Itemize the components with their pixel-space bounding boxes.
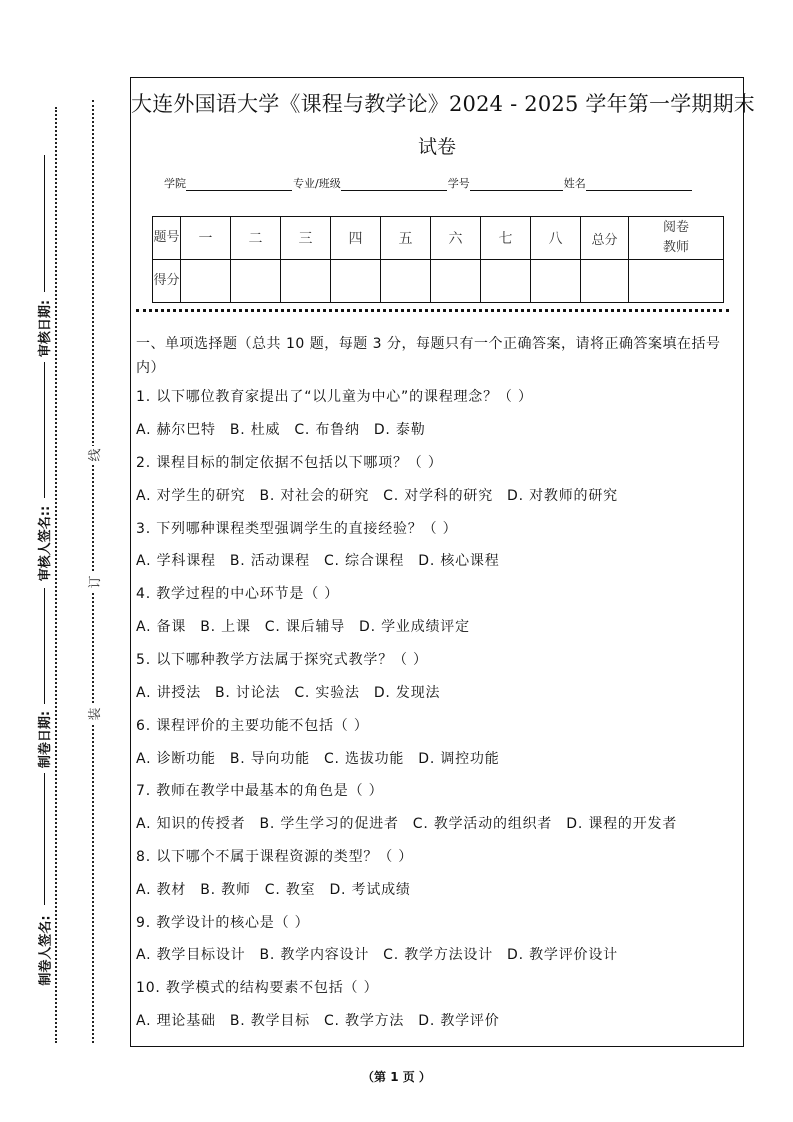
option-c[interactable]: C. 教学方法设计 xyxy=(383,947,494,963)
student-info-row xyxy=(164,175,693,191)
question-7-options xyxy=(136,813,691,833)
major-class-label: 专业/班级 xyxy=(293,177,341,190)
option-a[interactable]: A. 学科课程 xyxy=(136,553,216,569)
column-header-4: 四 xyxy=(331,217,381,260)
exam-title-line2: 试卷 xyxy=(417,136,456,158)
option-d[interactable]: D. 发现法 xyxy=(373,685,441,701)
column-header-1: 一 xyxy=(181,217,231,260)
column-header-3: 三 xyxy=(281,217,331,260)
grader-signature-cell[interactable] xyxy=(629,260,724,303)
option-d[interactable]: D. 教学评价设计 xyxy=(507,947,618,963)
option-d[interactable]: D. 学业成绩评定 xyxy=(359,619,470,635)
option-b[interactable]: B. 对社会的研究 xyxy=(259,488,370,504)
column-header-8: 八 xyxy=(531,217,581,260)
score-cell-8[interactable] xyxy=(531,260,581,303)
score-table-header-row xyxy=(153,217,724,260)
option-a[interactable]: A. 教学目标设计 xyxy=(136,947,246,963)
reviewer-signature-line[interactable] xyxy=(44,588,45,704)
option-c[interactable]: C. 教室 xyxy=(264,882,316,898)
outer-dotted-cut-line xyxy=(92,100,94,1043)
page-number: （第 1 页 ） xyxy=(362,1070,431,1084)
column-header-2: 二 xyxy=(231,217,281,260)
column-header-7: 七 xyxy=(481,217,531,260)
question-1: 1. 以下哪位教育家提出了“以儿童为中心”的课程理念？（ ） xyxy=(136,389,533,405)
name-field[interactable] xyxy=(586,178,692,191)
name-label: 姓名 xyxy=(563,177,586,190)
question-6: 6. 课程评价的主要功能不包括（ ） xyxy=(136,718,369,734)
option-a[interactable]: A. 对学生的研究 xyxy=(136,488,246,504)
option-a[interactable]: A. 赫尔巴特 xyxy=(136,422,216,438)
option-c[interactable]: C. 教学活动的组织者 xyxy=(412,816,553,832)
option-d[interactable]: D. 对教师的研究 xyxy=(507,488,618,504)
question-6-options xyxy=(136,748,514,768)
score-cell-7[interactable] xyxy=(481,260,531,303)
option-a[interactable]: A. 理论基础 xyxy=(136,1013,216,1029)
question-8: 8. 以下哪个不属于课程资源的类型？（ ） xyxy=(136,849,414,865)
question-5-options xyxy=(136,682,454,702)
option-c[interactable]: C. 实验法 xyxy=(294,685,360,701)
option-c[interactable]: C. 对学科的研究 xyxy=(383,488,494,504)
score-cell-6[interactable] xyxy=(431,260,481,303)
major-class-field[interactable] xyxy=(341,178,447,191)
question-number-header: 题号 xyxy=(153,217,181,260)
option-c[interactable]: C. 综合课程 xyxy=(323,553,405,569)
option-a[interactable]: A. 备课 xyxy=(136,619,187,635)
score-table xyxy=(152,216,724,303)
score-cell-5[interactable] xyxy=(381,260,431,303)
score-table-score-row xyxy=(153,260,724,303)
option-c[interactable]: C. 选拔功能 xyxy=(323,751,405,767)
question-2-options xyxy=(136,485,632,505)
score-cell-1[interactable] xyxy=(181,260,231,303)
score-cell-2[interactable] xyxy=(231,260,281,303)
review-date-line[interactable] xyxy=(44,155,45,292)
preparation-date-label: 制卷日期: xyxy=(38,710,54,768)
option-c[interactable]: C. 教学方法 xyxy=(323,1013,405,1029)
question-7: 7. 教师在教学中最基本的角色是（ ） xyxy=(136,783,384,799)
question-10: 10. 教学模式的结构要素不包括（ ） xyxy=(136,980,379,996)
total-score-cell[interactable] xyxy=(581,260,629,303)
option-a[interactable]: A. 诊断功能 xyxy=(136,751,216,767)
question-9: 9. 教学设计的核心是（ ） xyxy=(136,915,310,931)
option-d[interactable]: D. 课程的开发者 xyxy=(566,816,678,832)
option-d[interactable]: D. 调控功能 xyxy=(418,751,500,767)
binding-mark-zhuang: 装 xyxy=(84,705,102,723)
option-a[interactable]: A. 知识的传授者 xyxy=(136,816,246,832)
option-d[interactable]: D. 核心课程 xyxy=(418,553,500,569)
binding-mark-xian: 线 xyxy=(84,446,102,464)
reviewer-signature-label: 审核人签名:: xyxy=(38,505,54,581)
option-c[interactable]: C. 课后辅导 xyxy=(264,619,346,635)
question-3: 3. 下列哪种课程类型强调学生的直接经验？（ ） xyxy=(136,521,458,537)
question-2: 2. 课程目标的制定依据不包括以下哪项？（ ） xyxy=(136,455,443,471)
option-b[interactable]: B. 教学内容设计 xyxy=(259,947,370,963)
student-id-label: 学号 xyxy=(447,177,470,190)
option-b[interactable]: B. 学生学习的促进者 xyxy=(259,816,399,832)
total-score-header: 总分 xyxy=(581,217,629,260)
question-3-options xyxy=(136,550,514,570)
option-b[interactable]: B. 杜威 xyxy=(229,422,281,438)
question-4: 4. 教学过程的中心环节是（ ） xyxy=(136,586,340,602)
question-9-options xyxy=(136,944,632,964)
grader-header: 阅卷 教师 xyxy=(629,217,724,260)
option-d[interactable]: D. 泰勒 xyxy=(373,422,426,438)
preparer-signature-label: 制卷人签名: xyxy=(38,914,54,986)
option-d[interactable]: D. 考试成绩 xyxy=(329,882,411,898)
college-field[interactable] xyxy=(186,178,292,191)
question-1-options xyxy=(136,419,440,439)
score-cell-4[interactable] xyxy=(331,260,381,303)
option-b[interactable]: B. 导向功能 xyxy=(229,751,310,767)
exam-title: 大连外国语大学《课程与教学论》2024 - 2025 学年第一学期期末 xyxy=(131,92,756,116)
student-id-field[interactable] xyxy=(470,178,563,191)
option-b[interactable]: B. 讨论法 xyxy=(215,685,281,701)
option-b[interactable]: B. 上课 xyxy=(200,619,251,635)
column-header-5: 五 xyxy=(381,217,431,260)
preparation-date-line[interactable] xyxy=(44,773,45,905)
score-cell-3[interactable] xyxy=(281,260,331,303)
exam-paper-box xyxy=(130,77,756,1047)
option-d[interactable]: D. 教学评价 xyxy=(418,1013,500,1029)
option-b[interactable]: B. 教学目标 xyxy=(229,1013,310,1029)
question-5: 5. 以下哪种教学方法属于探究式教学？（ ） xyxy=(136,652,428,668)
option-b[interactable]: B. 教师 xyxy=(200,882,251,898)
review-date-label: 审核日期: xyxy=(38,299,54,357)
binding-mark-ding: 订 xyxy=(84,573,102,591)
option-c[interactable]: C. 布鲁纳 xyxy=(294,422,360,438)
option-b[interactable]: B. 活动课程 xyxy=(229,553,310,569)
option-a[interactable]: A. 讲授法 xyxy=(136,685,202,701)
reviewer-signature-line-top xyxy=(44,362,45,498)
option-a[interactable]: A. 教材 xyxy=(136,882,187,898)
question-10-options xyxy=(136,1010,514,1030)
section-1-title: 一、单项选择题（总共 10 题，每题 3 分，每题只有一个正确答案，请将正确答案填在括号内） xyxy=(136,336,721,376)
question-8-options xyxy=(136,879,425,899)
dotted-separator xyxy=(136,309,729,312)
college-label: 学院 xyxy=(164,177,186,190)
question-4-options xyxy=(136,616,484,636)
column-header-6: 六 xyxy=(431,217,481,260)
score-row-header: 得分 xyxy=(153,260,181,303)
